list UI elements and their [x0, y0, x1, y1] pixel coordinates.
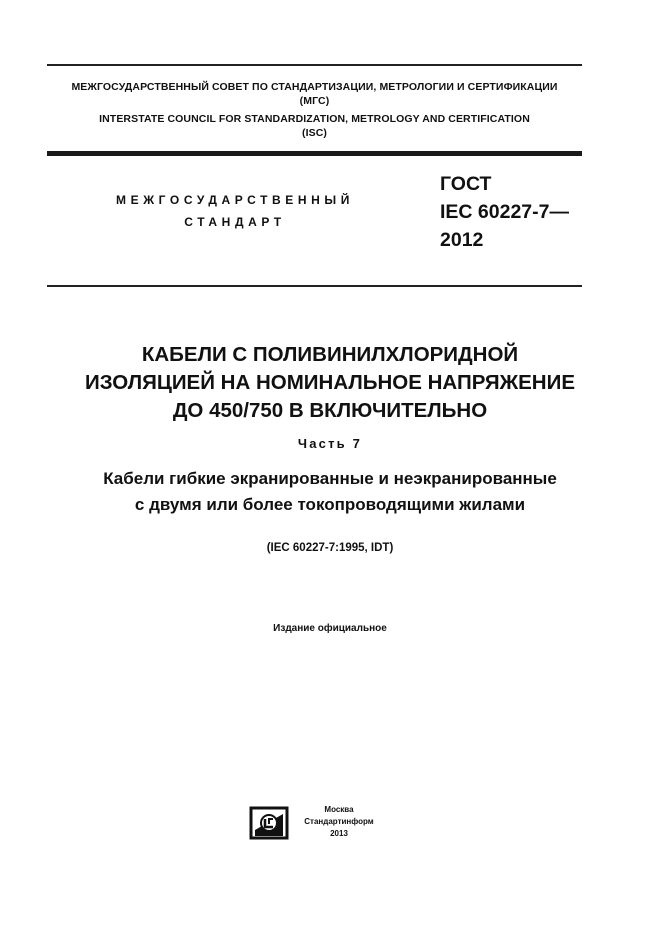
gost-line2: IEC 60227-7— — [440, 201, 569, 223]
standartinform-logo-icon — [249, 806, 289, 840]
title-line2: ИЗОЛЯЦИЕЙ НА НОМИНАЛЬНОЕ НАПРЯЖЕНИЕ — [84, 371, 576, 394]
standard-kind-line1: МЕЖГОСУДАРСТВЕННЫЙ — [116, 193, 354, 207]
top-rule — [47, 64, 582, 66]
edition-label: Издание официальное — [273, 623, 387, 634]
document-subtitle — [20, 466, 640, 518]
header-rule — [47, 151, 582, 156]
gost-designation — [440, 170, 569, 254]
subtitle-line2: с двумя или более токопроводящими жилами — [134, 495, 526, 514]
publisher-city: Москва — [324, 805, 354, 814]
publisher-name: Стандартинформ — [304, 817, 374, 826]
publisher-year: 2013 — [330, 829, 348, 838]
middle-rule — [47, 285, 582, 287]
iec-reference: (IEC 60227-7:1995, IDT) — [266, 542, 394, 554]
part-number: Часть 7 — [297, 436, 363, 451]
council-ru-line2: (МГС) — [299, 95, 330, 107]
standard-kind — [60, 189, 410, 233]
document-title — [20, 341, 640, 425]
title-line1: КАБЕЛИ С ПОЛИВИНИЛХЛОРИДНОЙ — [141, 343, 519, 366]
gost-line1: ГОСТ — [440, 173, 492, 195]
title-line3: ДО 450/750 В ВКЛЮЧИТЕЛЬНО — [172, 399, 488, 422]
subtitle-line1: Кабели гибкие экранированные и неэкранированные — [103, 469, 557, 488]
standard-kind-line2: СТАНДАРТ — [184, 215, 286, 229]
council-en-line1: INTERSTATE COUNCIL FOR STANDARDIZATION, METROLOGY AND CERTIFICATION — [99, 113, 530, 125]
gost-line3: 2012 — [440, 229, 484, 251]
publisher-block — [296, 804, 382, 840]
council-en-line2: (ISC) — [302, 127, 327, 139]
council-en — [47, 112, 582, 140]
council-ru — [47, 80, 582, 108]
council-ru-line1: МЕЖГОСУДАРСТВЕННЫЙ СОВЕТ ПО СТАНДАРТИЗАЦИИ, МЕТРОЛОГИИ И СЕРТИФИКАЦИИ — [71, 81, 558, 93]
